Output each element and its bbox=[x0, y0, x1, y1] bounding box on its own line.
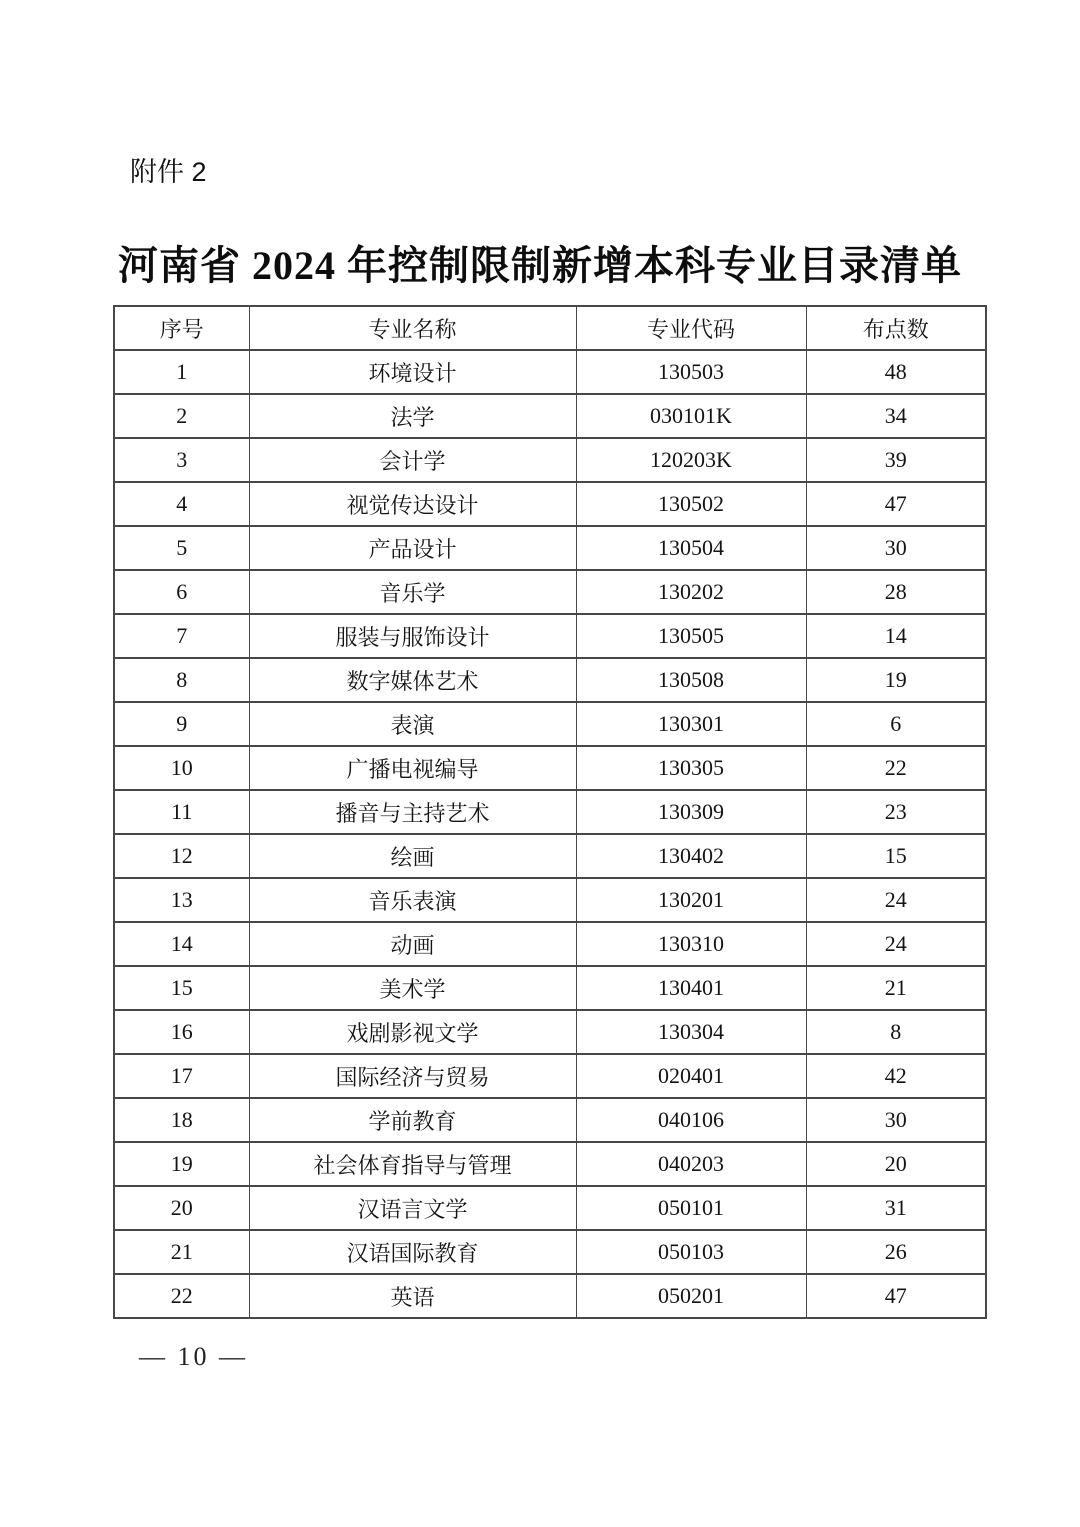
major-name-cell: 播音与主持艺术 bbox=[249, 790, 576, 834]
site-count-cell: 24 bbox=[806, 922, 986, 966]
major-code-cell: 130201 bbox=[576, 878, 806, 922]
site-count-cell: 39 bbox=[806, 438, 986, 482]
major-name-cell: 数字媒体艺术 bbox=[249, 658, 576, 702]
row-number-cell: 7 bbox=[114, 614, 249, 658]
major-name-cell: 学前教育 bbox=[249, 1098, 576, 1142]
major-name-cell: 音乐表演 bbox=[249, 878, 576, 922]
major-code-cell: 130301 bbox=[576, 702, 806, 746]
row-number-cell: 21 bbox=[114, 1230, 249, 1274]
major-name-cell: 表演 bbox=[249, 702, 576, 746]
row-number-cell: 2 bbox=[114, 394, 249, 438]
major-code-cell: 020401 bbox=[576, 1054, 806, 1098]
major-name-cell: 动画 bbox=[249, 922, 576, 966]
row-number-cell: 15 bbox=[114, 966, 249, 1010]
table-row bbox=[114, 746, 986, 790]
major-code-cell: 130401 bbox=[576, 966, 806, 1010]
header-site-count: 布点数 bbox=[806, 306, 986, 350]
major-code-cell: 130503 bbox=[576, 350, 806, 394]
row-number-cell: 20 bbox=[114, 1186, 249, 1230]
major-code-cell: 130304 bbox=[576, 1010, 806, 1054]
row-number-cell: 16 bbox=[114, 1010, 249, 1054]
major-name-cell: 戏剧影视文学 bbox=[249, 1010, 576, 1054]
table-row bbox=[114, 1054, 986, 1098]
table-row bbox=[114, 394, 986, 438]
table-row bbox=[114, 482, 986, 526]
row-number-cell: 3 bbox=[114, 438, 249, 482]
major-name-cell: 汉语国际教育 bbox=[249, 1230, 576, 1274]
row-number-cell: 22 bbox=[114, 1274, 249, 1318]
table-row bbox=[114, 1230, 986, 1274]
site-count-cell: 23 bbox=[806, 790, 986, 834]
major-code-cell: 050201 bbox=[576, 1274, 806, 1318]
major-name-cell: 汉语言文学 bbox=[249, 1186, 576, 1230]
majors-table bbox=[113, 305, 987, 1319]
site-count-cell: 15 bbox=[806, 834, 986, 878]
site-count-cell: 24 bbox=[806, 878, 986, 922]
row-number-cell: 5 bbox=[114, 526, 249, 570]
page-title: 河南省 2024 年控制限制新增本科专业目录清单 bbox=[118, 243, 962, 288]
site-count-cell: 14 bbox=[806, 614, 986, 658]
row-number-cell: 14 bbox=[114, 922, 249, 966]
row-number-cell: 19 bbox=[114, 1142, 249, 1186]
row-number-cell: 13 bbox=[114, 878, 249, 922]
table-body bbox=[114, 350, 986, 1318]
major-code-cell: 130502 bbox=[576, 482, 806, 526]
header-row-number: 序号 bbox=[114, 306, 249, 350]
row-number-cell: 12 bbox=[114, 834, 249, 878]
site-count-cell: 26 bbox=[806, 1230, 986, 1274]
major-name-cell: 产品设计 bbox=[249, 526, 576, 570]
major-code-cell: 040106 bbox=[576, 1098, 806, 1142]
table-row bbox=[114, 1010, 986, 1054]
major-name-cell: 英语 bbox=[249, 1274, 576, 1318]
major-code-cell: 050101 bbox=[576, 1186, 806, 1230]
site-count-cell: 42 bbox=[806, 1054, 986, 1098]
table-row bbox=[114, 1274, 986, 1318]
major-name-cell: 绘画 bbox=[249, 834, 576, 878]
majors-table-container bbox=[113, 305, 985, 1319]
site-count-cell: 28 bbox=[806, 570, 986, 614]
site-count-cell: 48 bbox=[806, 350, 986, 394]
attachment-label: 附件 2 bbox=[130, 157, 207, 187]
major-code-cell: 120203K bbox=[576, 438, 806, 482]
table-row bbox=[114, 1142, 986, 1186]
table-row bbox=[114, 438, 986, 482]
site-count-cell: 22 bbox=[806, 746, 986, 790]
site-count-cell: 6 bbox=[806, 702, 986, 746]
table-row bbox=[114, 834, 986, 878]
major-name-cell: 环境设计 bbox=[249, 350, 576, 394]
page-number: — 10 — bbox=[139, 1342, 248, 1371]
major-code-cell: 130202 bbox=[576, 570, 806, 614]
table-row bbox=[114, 790, 986, 834]
site-count-cell: 20 bbox=[806, 1142, 986, 1186]
row-number-cell: 10 bbox=[114, 746, 249, 790]
site-count-cell: 30 bbox=[806, 526, 986, 570]
row-number-cell: 6 bbox=[114, 570, 249, 614]
major-name-cell: 美术学 bbox=[249, 966, 576, 1010]
table-row bbox=[114, 614, 986, 658]
site-count-cell: 47 bbox=[806, 482, 986, 526]
major-code-cell: 130504 bbox=[576, 526, 806, 570]
table-row bbox=[114, 1098, 986, 1142]
site-count-cell: 34 bbox=[806, 394, 986, 438]
major-code-cell: 130309 bbox=[576, 790, 806, 834]
table-row bbox=[114, 878, 986, 922]
major-name-cell: 服装与服饰设计 bbox=[249, 614, 576, 658]
site-count-cell: 19 bbox=[806, 658, 986, 702]
major-name-cell: 广播电视编导 bbox=[249, 746, 576, 790]
row-number-cell: 1 bbox=[114, 350, 249, 394]
major-name-cell: 会计学 bbox=[249, 438, 576, 482]
major-code-cell: 130505 bbox=[576, 614, 806, 658]
major-code-cell: 040203 bbox=[576, 1142, 806, 1186]
major-code-cell: 030101K bbox=[576, 394, 806, 438]
major-code-cell: 130310 bbox=[576, 922, 806, 966]
major-name-cell: 视觉传达设计 bbox=[249, 482, 576, 526]
major-code-cell: 130402 bbox=[576, 834, 806, 878]
table-row bbox=[114, 570, 986, 614]
major-code-cell: 130508 bbox=[576, 658, 806, 702]
row-number-cell: 11 bbox=[114, 790, 249, 834]
site-count-cell: 47 bbox=[806, 1274, 986, 1318]
major-code-cell: 050103 bbox=[576, 1230, 806, 1274]
table-row bbox=[114, 350, 986, 394]
major-name-cell: 国际经济与贸易 bbox=[249, 1054, 576, 1098]
table-header-row bbox=[114, 306, 986, 350]
major-name-cell: 社会体育指导与管理 bbox=[249, 1142, 576, 1186]
table-row bbox=[114, 1186, 986, 1230]
table-row bbox=[114, 702, 986, 746]
site-count-cell: 21 bbox=[806, 966, 986, 1010]
site-count-cell: 8 bbox=[806, 1010, 986, 1054]
major-code-cell: 130305 bbox=[576, 746, 806, 790]
header-major-code: 专业代码 bbox=[576, 306, 806, 350]
site-count-cell: 31 bbox=[806, 1186, 986, 1230]
table-row bbox=[114, 526, 986, 570]
table-row bbox=[114, 658, 986, 702]
table-header bbox=[114, 306, 986, 350]
row-number-cell: 17 bbox=[114, 1054, 249, 1098]
header-major-name: 专业名称 bbox=[249, 306, 576, 350]
table-row bbox=[114, 966, 986, 1010]
major-name-cell: 音乐学 bbox=[249, 570, 576, 614]
major-name-cell: 法学 bbox=[249, 394, 576, 438]
row-number-cell: 8 bbox=[114, 658, 249, 702]
row-number-cell: 18 bbox=[114, 1098, 249, 1142]
row-number-cell: 9 bbox=[114, 702, 249, 746]
site-count-cell: 30 bbox=[806, 1098, 986, 1142]
table-row bbox=[114, 922, 986, 966]
row-number-cell: 4 bbox=[114, 482, 249, 526]
